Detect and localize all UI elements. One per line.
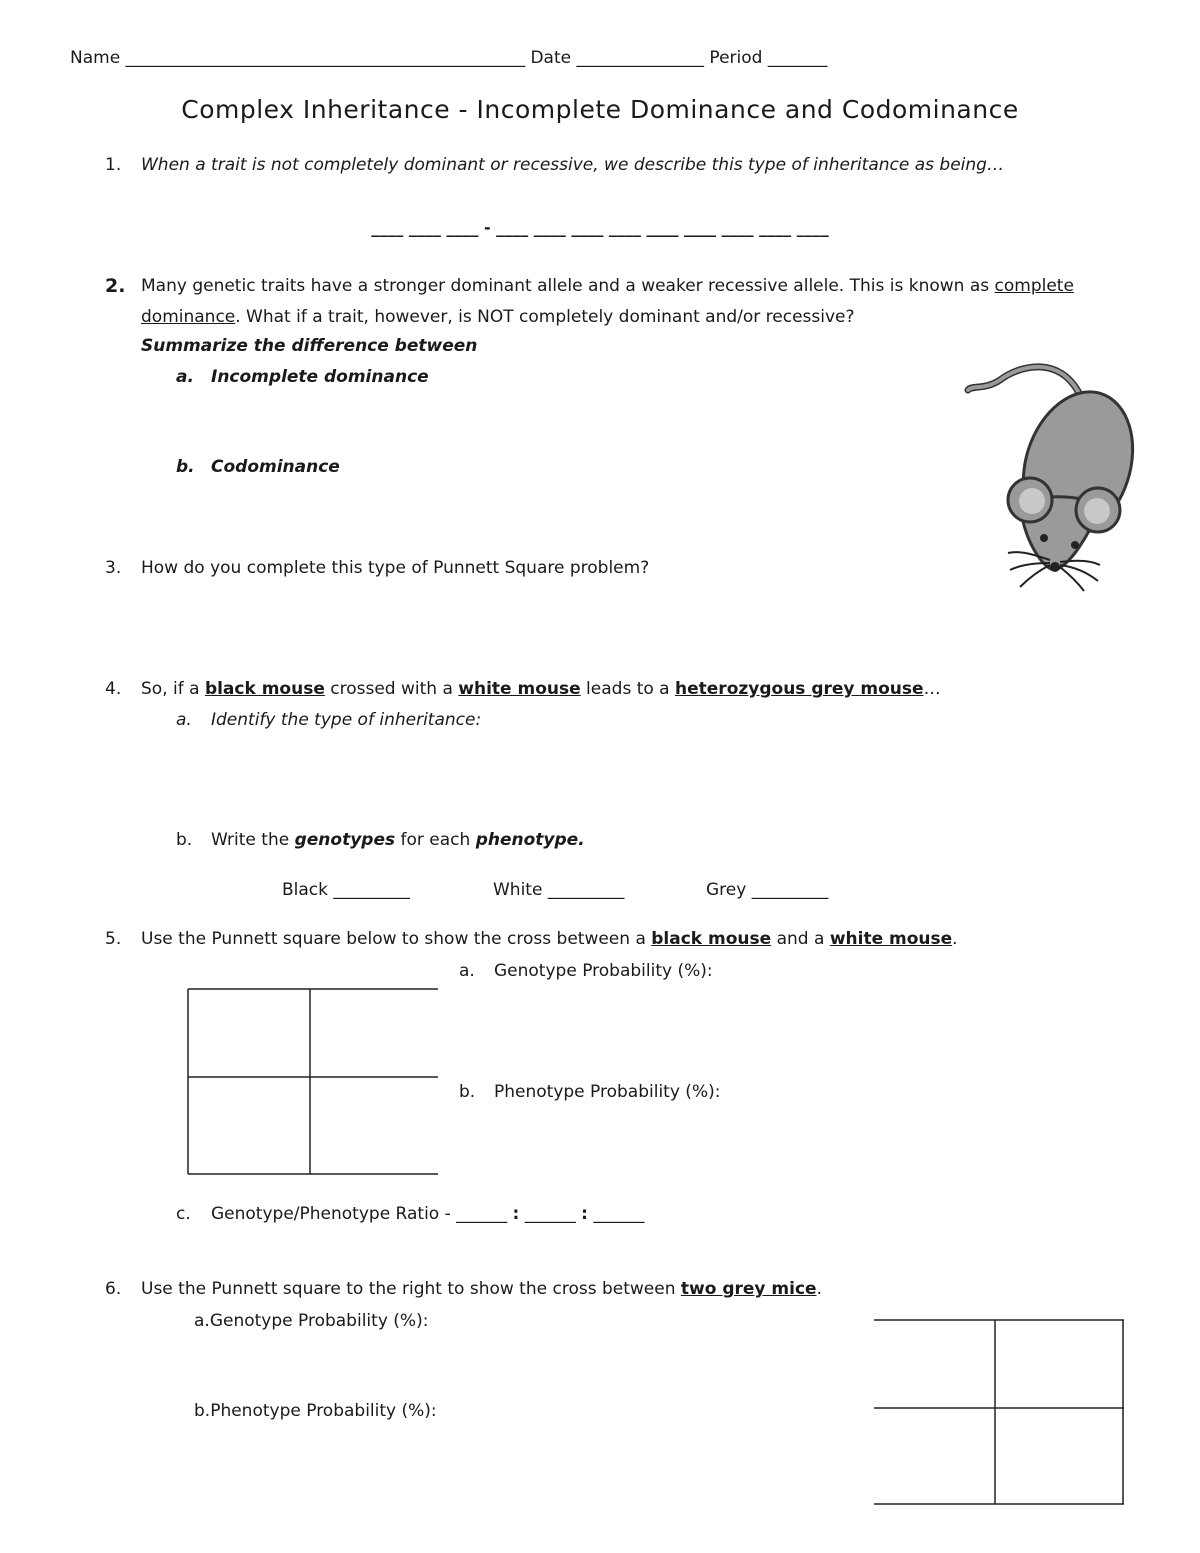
q2-term-dominance: dominance <box>141 307 236 327</box>
header-line <box>70 48 827 68</box>
q5b-text: Phenotype Probability (%): <box>494 1082 721 1102</box>
q2b-text: Codominance <box>211 457 340 477</box>
name-field[interactable]: _______________________________________________ <box>125 48 526 68</box>
q4-text <box>141 679 941 699</box>
q5b-label: b. <box>459 1082 476 1102</box>
q4b-white-row <box>493 880 624 900</box>
q4b-text <box>211 830 585 850</box>
black-label: Black <box>282 880 328 900</box>
ratio-field-1[interactable]: ______ <box>456 1204 508 1224</box>
name-label: Name <box>70 48 121 68</box>
q4b-grey-row <box>706 880 828 900</box>
ratio-colon-1: : <box>512 1204 520 1224</box>
q6-text-part1: Use the Punnett square to the right to show the cross between <box>141 1279 681 1299</box>
q5-punnett-square[interactable] <box>186 987 440 1177</box>
q1-text: When a trait is not completely dominant or recessive, we describe this type of inheritance as being… <box>141 155 1004 175</box>
q4a-text: Identify the type of inheritance: <box>211 710 482 730</box>
q3-text: How do you complete this type of Punnett Square problem? <box>141 558 650 578</box>
q2-intro: Many genetic traits have a stronger dominant allele and a weaker recessive allele. This is known as <box>141 276 995 296</box>
ratio-field-2[interactable]: ______ <box>524 1204 576 1224</box>
period-label: Period <box>709 48 763 68</box>
q6-punnett-square[interactable] <box>872 1318 1126 1508</box>
black-genotype-field[interactable]: _________ <box>333 880 410 900</box>
q5-text-part3: . <box>952 929 958 949</box>
q4b-label: b. <box>176 830 193 850</box>
q5-text-part1: Use the Punnett square below to show the cross between a <box>141 929 652 949</box>
q6-number: 6. <box>105 1279 122 1299</box>
q4-text-part3: leads to a <box>580 679 676 699</box>
q5-text-part2: and a <box>771 929 830 949</box>
q2-question: . What if a trait, however, is NOT completely dominant and/or recessive? <box>235 307 855 327</box>
q4-number: 4. <box>105 679 122 699</box>
q4-grey-mouse: heterozygous grey mouse <box>675 679 924 699</box>
q5c-label: c. <box>176 1204 191 1224</box>
ratio-colon-2: : <box>581 1204 588 1224</box>
q2-number: 2. <box>105 275 126 297</box>
q4-text-part4: … <box>923 679 941 699</box>
q6-two-grey-mice: two grey mice <box>680 1279 817 1299</box>
q6a-text: a.Genotype Probability (%): <box>194 1311 429 1331</box>
q4-text-part2: crossed with a <box>324 679 459 699</box>
mouse-right-ear-inner <box>1084 498 1110 524</box>
q2a-text: Incomplete dominance <box>211 367 429 387</box>
q5-number: 5. <box>105 929 122 949</box>
q4b-text-part2: for each <box>395 830 476 850</box>
period-field[interactable]: _______ <box>767 48 828 68</box>
ratio-field-3[interactable]: ______ <box>593 1204 645 1224</box>
q2-term-complete: complete <box>994 276 1074 296</box>
mouse-nose <box>1050 562 1060 572</box>
white-label: White <box>493 880 543 900</box>
q4b-genotypes: genotypes <box>294 830 396 850</box>
q2-summarize: Summarize the difference between <box>141 336 478 356</box>
q5-black-mouse: black mouse <box>651 929 772 949</box>
mouse-right-eye <box>1071 541 1079 549</box>
grey-label: Grey <box>706 880 747 900</box>
grey-genotype-field[interactable]: _________ <box>751 880 829 900</box>
mouse-left-ear-inner <box>1019 488 1045 514</box>
q2-text-line1 <box>141 276 1074 296</box>
white-genotype-field[interactable]: _________ <box>547 880 625 900</box>
q1-answer-blanks[interactable]: ____ ____ ____ - ____ ____ ____ ____ ____ ____ ____ ____ ____ <box>371 218 829 237</box>
q2b-label: b. <box>176 457 195 477</box>
mouse-illustration <box>960 355 1140 595</box>
q2-text-line2 <box>141 307 855 327</box>
q6-text <box>141 1279 822 1299</box>
date-field[interactable]: _______________ <box>576 48 705 68</box>
q6-text-part2: . <box>816 1279 822 1299</box>
mouse-tail <box>968 367 1080 395</box>
ratio-label: Genotype/Phenotype Ratio - <box>211 1204 457 1224</box>
q4b-phenotype: phenotype. <box>475 830 585 850</box>
q4-text-part1: So, if a <box>141 679 205 699</box>
q4-black-mouse: black mouse <box>204 679 325 699</box>
q3-number: 3. <box>105 558 122 578</box>
date-label: Date <box>530 48 572 68</box>
q4-white-mouse: white mouse <box>458 679 581 699</box>
q2a-label: a. <box>176 367 194 387</box>
q5-text <box>141 929 958 949</box>
q4b-black-row <box>282 880 410 900</box>
page-title: Complex Inheritance - Incomplete Dominance and Codominance <box>181 95 1019 124</box>
q4b-text-part1: Write the <box>211 830 295 850</box>
q1-number: 1. <box>105 155 122 175</box>
q4a-label: a. <box>176 710 192 730</box>
q5a-text: Genotype Probability (%): <box>494 961 713 981</box>
mouse-left-eye <box>1040 534 1048 542</box>
q5-white-mouse: white mouse <box>829 929 953 949</box>
q5a-label: a. <box>459 961 475 981</box>
q6b-text: b.Phenotype Probability (%): <box>194 1401 437 1421</box>
q5c-text <box>211 1204 644 1224</box>
